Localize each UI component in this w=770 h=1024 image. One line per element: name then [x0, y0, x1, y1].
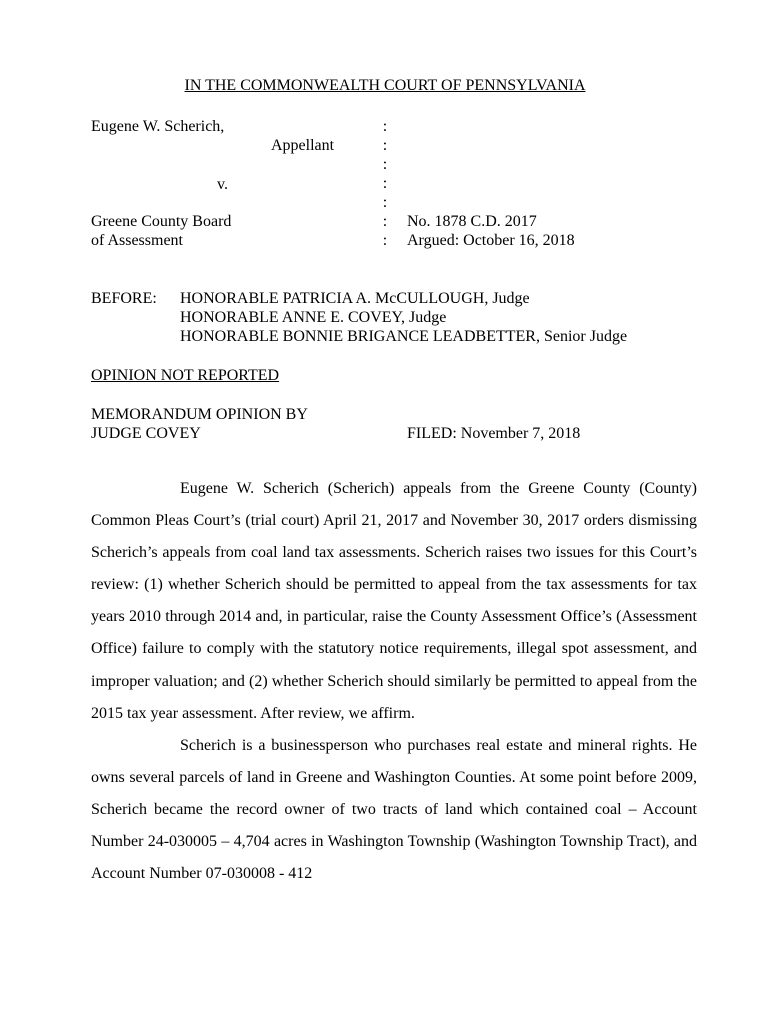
- caption-colon: :: [382, 232, 388, 249]
- judge-name: HONORABLE PATRICIA A. McCULLOUGH, Judge: [180, 290, 530, 307]
- appellant-role: Appellant: [271, 137, 335, 154]
- body-paragraph: Scherich is a businessperson who purchases real estate and mineral rights. He owns several parcels of land in Greene and Washington Counties. At some point before 2009, Scherich became the record owner of two tracts of land which contained coal – Account Number 24-030005 – 4,704 acres in Washington Township (Washington Township Tract), and Account Number 07-030008 - 412: [91, 736, 697, 883]
- appellee-name-line1: Greene County Board: [91, 213, 232, 230]
- versus-label: v.: [217, 176, 228, 193]
- court-title: IN THE COMMONWEALTH COURT OF PENNSYLVANIA: [184, 77, 586, 94]
- appellee-name-line2: of Assessment: [91, 232, 183, 249]
- caption-colon: :: [382, 118, 388, 135]
- memorandum-heading-line1: MEMORANDUM OPINION BY: [91, 406, 308, 423]
- caption-colon: :: [382, 175, 388, 192]
- docket-number: No. 1878 C.D. 2017: [407, 213, 537, 230]
- caption-colon: :: [382, 137, 388, 154]
- memorandum-heading-line2: JUDGE COVEY: [91, 425, 201, 442]
- argued-date: Argued: October 16, 2018: [407, 232, 575, 249]
- appellant-name: Eugene W. Scherich,: [91, 118, 225, 135]
- caption-colon: :: [382, 194, 388, 211]
- judges-list: [180, 289, 627, 346]
- judge-name: HONORABLE ANNE E. COVEY, Judge: [180, 309, 447, 326]
- caption-colon: :: [382, 213, 388, 230]
- caption-colon: :: [382, 156, 388, 173]
- judge-name: HONORABLE BONNIE BRIGANCE LEADBETTER, Senior Judge: [180, 328, 628, 345]
- opinion-body: [91, 473, 697, 890]
- filed-date: FILED: November 7, 2018: [407, 425, 581, 442]
- body-paragraph: Eugene W. Scherich (Scherich) appeals from the Greene County (County) Common Pleas Court’s (trial court) April 21, 2017 and November 30, 2017 orders dismissing Scherich’s appeals from coal land tax assessments. Scherich raises two issues for this Court’s review: (1) whether Scherich should be permitted to appeal from the tax assessments for tax years 2010 through 2014 and, in particular, raise the County Assessment Office’s (Assessment Office) failure to comply with the statutory notice requirements, illegal spot assessment, and improper valuation; and (2) whether Scherich should similarly be permitted to appeal from the 2015 tax year assessment. After review, we affirm.: [91, 480, 697, 722]
- caption-colon-column: [378, 117, 392, 250]
- opinion-status: OPINION NOT REPORTED: [91, 367, 280, 384]
- before-label: BEFORE:: [91, 290, 157, 307]
